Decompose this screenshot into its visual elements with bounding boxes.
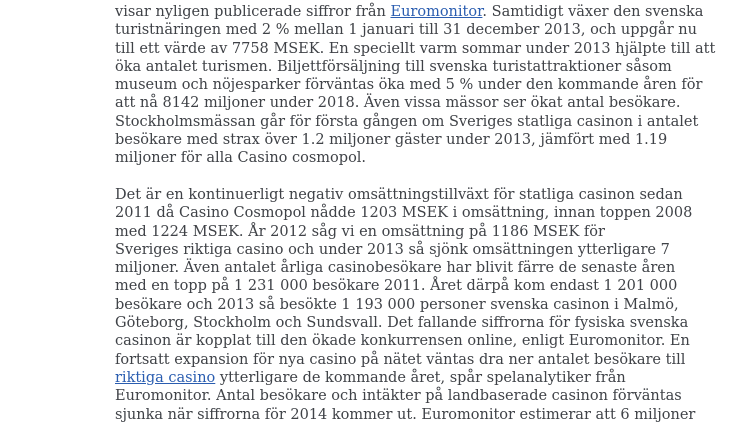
text-segment: miljoner för alla Casino cosmopol. [115,150,367,167]
text-line [115,223,743,241]
text-segment: besökare med strax över 1.2 miljoner gäster under 2013, jämfört med 1.19 [115,132,668,149]
text-line [115,149,743,167]
text-segment: besökare och 2013 så besökte 1 193 000 personer svenska casinon i Malmö, [115,296,679,313]
text-line [115,277,743,295]
text-line [115,369,743,387]
text-line [115,259,743,277]
text-segment: fortsatt expansion för nya casino på nätet väntas dra ner antalet besökare till [115,351,686,368]
text-line [115,113,743,131]
text-line [115,21,743,39]
text-segment: museum och nöjesparker förväntas öka med 5 % under den kommande åren för [115,77,703,94]
riktiga-casino-link[interactable]: riktiga casino [115,369,216,386]
text-segment: visar nyligen publicerade siffror från [115,4,391,20]
text-segment: Euromonitor. Antal besökare och intäkter på landbaserade casinon förväntas [115,388,682,405]
text-segment: med en topp på 1 231 000 besökare 2011. Året därpå kom endast 1 201 000 [115,278,678,295]
text-line [115,76,743,94]
article [115,3,743,424]
text-line [115,314,743,332]
text-segment: miljoner. Även antalet årliga casinobesökare har blivit färre de senaste åren [115,260,676,277]
text-line [115,332,743,350]
text-segment: 2011 då Casino Cosmopol nådde 1203 MSEK i omsättning, innan toppen 2008 [115,205,693,222]
text-segment: Göteborg, Stockholm och Sundsvall. Det fallande siffrorna för fysiska svenska [115,315,689,332]
text-line [115,351,743,369]
text-line [115,40,743,58]
paragraph [115,3,743,168]
text-line [115,241,743,259]
text-line [115,204,743,222]
text-segment: öka antalet turismen. Biljettförsäljning till svenska turistattraktioner såsom [115,58,672,75]
text-segment: till ett värde av 7758 MSEK. En speciellt varm sommar under 2013 hjälpte till att [115,40,716,57]
text-line [115,406,743,424]
paragraph [115,186,743,424]
text-line [115,131,743,149]
article-text [115,3,743,424]
text-line [115,296,743,314]
text-segment: ytterligare de kommande året, spår spelanalytiker från [215,369,626,386]
text-segment: turistnäringen med 2 % mellan 1 januari till 31 december 2013, och uppgår nu [115,22,697,39]
text-line [115,58,743,76]
text-segment: . Samtidigt växer den svenska [482,4,704,20]
euromonitor-link[interactable]: Euromonitor [390,4,483,20]
text-line [115,94,743,112]
text-line [115,387,743,405]
text-segment: Det är en kontinuerligt negativ omsättningstillväxt för statliga casinon sedan [115,186,683,203]
text-segment: casinon är kopplat till den ökade konkurrensen online, enligt Euromonitor. En [115,333,690,350]
text-segment: Sveriges riktiga casino och under 2013 så sjönk omsättningen ytterligare 7 [115,241,670,258]
text-line [115,3,743,21]
text-segment: att nå 8142 miljoner under 2018. Även vissa mässor ser ökat antal besökare. [115,95,681,112]
text-line [115,186,743,204]
text-segment: med 1224 MSEK. År 2012 såg vi en omsättning på 1186 MSEK för [115,223,605,240]
text-segment: Stockholmsmässan går för första gången om Sveriges statliga casinon i antalet [115,113,699,130]
text-segment: sjunka när siffrorna för 2014 kommer ut. Euromonitor estimerar att 6 miljoner [115,406,696,423]
